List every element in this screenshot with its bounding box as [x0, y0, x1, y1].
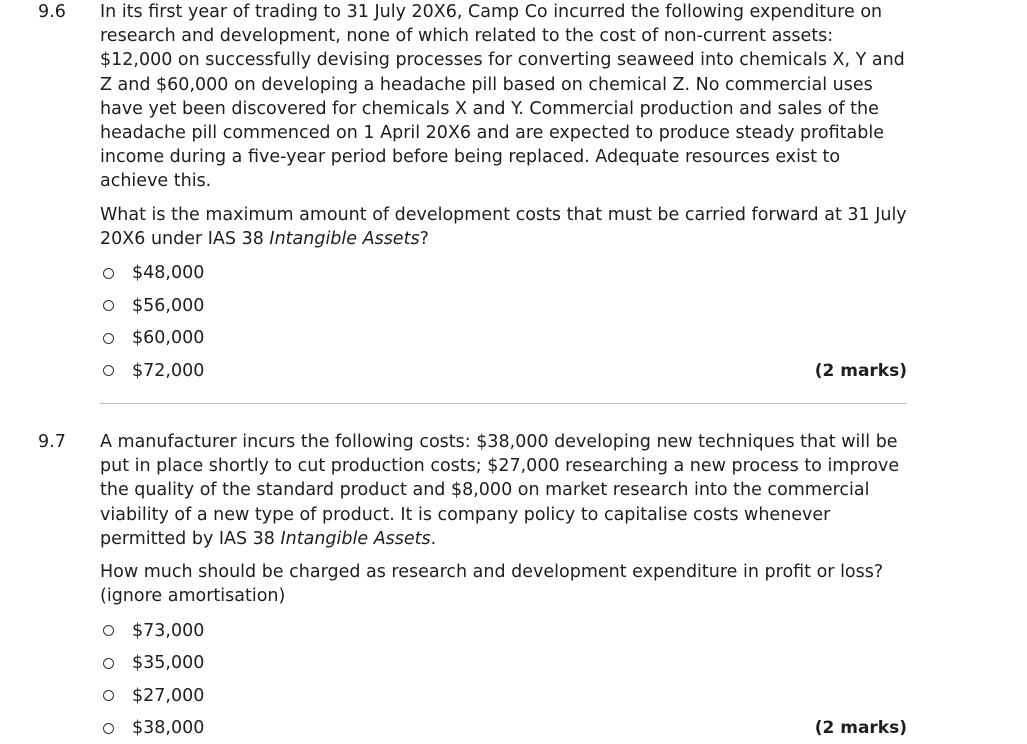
option-label: $27,000: [132, 685, 205, 706]
question-number: 9.6: [38, 2, 66, 22]
question-text-italic: Intangible Assets: [280, 528, 431, 549]
option-label: $38,000: [132, 718, 205, 739]
question-text: [100, 430, 910, 551]
answer-options: [100, 257, 910, 387]
radio-button[interactable]: [103, 625, 114, 636]
radio-button[interactable]: [103, 300, 114, 311]
option-label: $56,000: [132, 295, 205, 316]
question-divider: [100, 403, 906, 404]
question-prompt: How much should be charged as research and development expenditure in profit or loss? (ignore amortisation): [100, 562, 884, 607]
marks-label: (2 marks): [814, 360, 907, 381]
question-body: [100, 0, 910, 387]
answer-option[interactable]: [100, 679, 910, 712]
radio-button[interactable]: [103, 690, 114, 701]
option-label: $72,000: [132, 360, 205, 381]
radio-button[interactable]: [103, 333, 114, 344]
option-label: $73,000: [132, 620, 205, 641]
radio-button[interactable]: [103, 365, 114, 376]
option-label: $60,000: [132, 328, 205, 349]
answer-options: [100, 614, 910, 744]
answer-option[interactable]: [100, 647, 910, 680]
radio-button[interactable]: [103, 723, 114, 734]
prompt-end: ?: [419, 228, 429, 249]
question-number: 9.7: [38, 432, 66, 452]
answer-option[interactable]: [100, 257, 910, 290]
answer-option[interactable]: [100, 614, 910, 647]
answer-option[interactable]: [100, 355, 910, 388]
question-text: In its first year of trading to 31 July 20X6, Camp Co incurred the following expenditure on research and development, none of which related to the cost of non-current assets: $12,000 on successfully devising processes for converting seaweed into chemicals X, Y and Z and $60,000 on developing a headache pill based on chemical Z. No commercial uses have yet been discovered for chemicals X and Y. Commercial production and sales of the headache pill commenced on 1 April 20X6 and are expected to produce steady profitable income during a five-year period before being replaced. Adequate resources exist to achieve this.: [100, 2, 905, 192]
radio-button[interactable]: [103, 268, 114, 279]
marks-label: (2 marks): [814, 718, 907, 739]
option-label: $35,000: [132, 653, 205, 674]
answer-option[interactable]: [100, 322, 910, 355]
question-prompt: [100, 203, 910, 251]
answer-option[interactable]: [100, 290, 910, 323]
question-body: [100, 430, 910, 744]
answer-option[interactable]: [100, 712, 910, 744]
question-text-end: .: [430, 528, 437, 549]
radio-button[interactable]: [103, 658, 114, 669]
prompt-text: What is the maximum amount of development costs that must be carried forward at 31 July 20X6 under IAS 38: [100, 204, 907, 249]
prompt-italic: Intangible Assets: [269, 228, 420, 249]
question-text-main: A manufacturer incurs the following costs: $38,000 developing new techniques that will be put in place shortly to cut production costs; $27,000 researching a new process to improve the quality of the standard product and $8,000 on market research into the commercial viability of a new type of product. It is company policy to capitalise costs whenever permitted by IAS 38: [100, 432, 900, 549]
option-label: $48,000: [132, 263, 205, 284]
